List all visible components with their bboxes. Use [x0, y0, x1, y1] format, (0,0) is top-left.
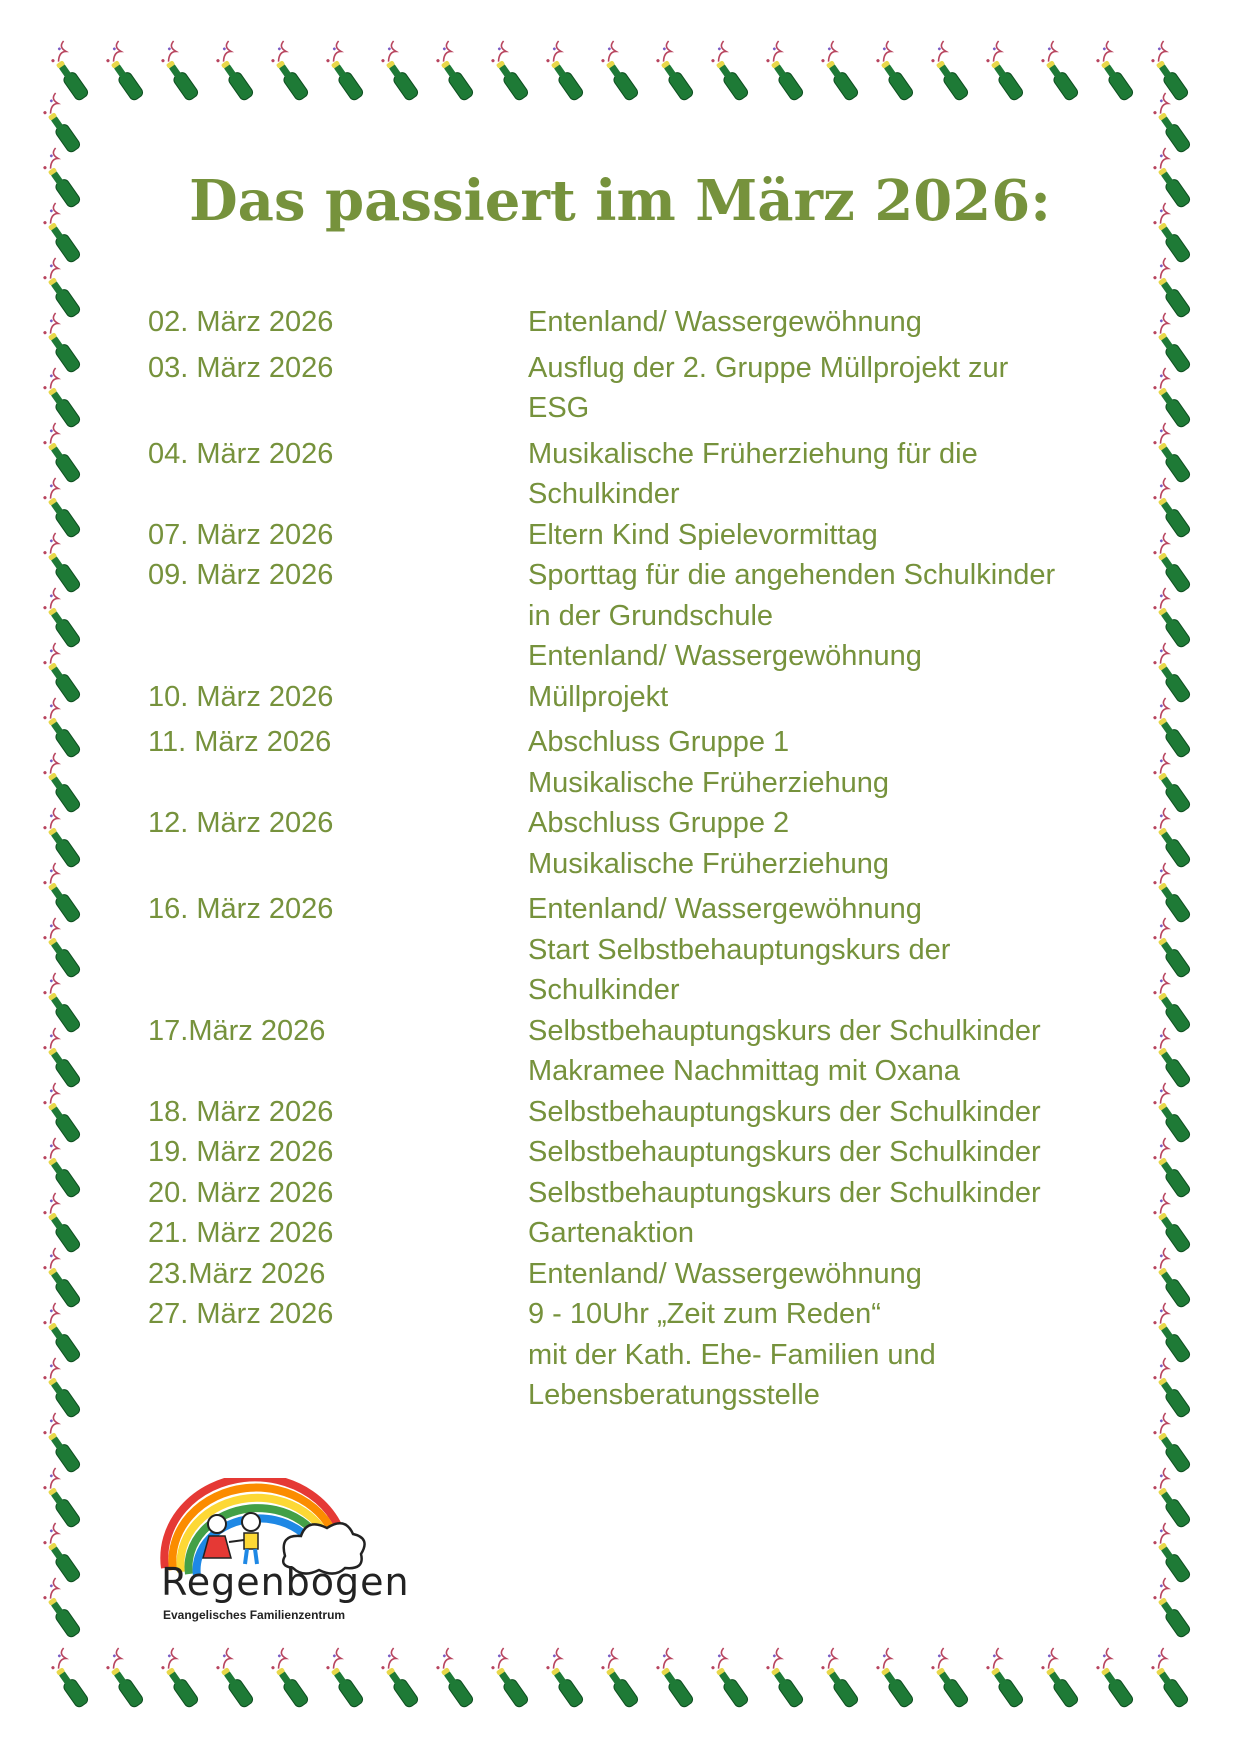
champagne-bottle-icon [485, 41, 537, 102]
event-description: Müllprojekt [528, 680, 669, 713]
event-description: Sporttag für die angehenden Schulkinder [528, 559, 1056, 591]
champagne-bottle-icon [37, 1303, 89, 1364]
champagne-bottle-icon [1147, 423, 1199, 484]
champagne-bottle-icon [1147, 1138, 1199, 1199]
champagne-bottle-icon [870, 41, 922, 102]
champagne-bottle-icon [540, 1648, 592, 1709]
champagne-bottle-icon [1035, 1648, 1087, 1709]
champagne-bottle-icon [265, 1648, 317, 1709]
champagne-bottle-icon [1147, 1248, 1199, 1309]
champagne-bottle-icon [37, 1578, 89, 1639]
champagne-bottle-icon [1147, 588, 1199, 649]
champagne-bottle-icon [980, 1648, 1032, 1709]
champagne-bottle-icon [870, 1648, 922, 1709]
champagne-bottle-icon [705, 41, 757, 102]
champagne-bottle-icon [37, 1523, 89, 1584]
champagne-bottle-icon [1147, 643, 1199, 704]
champagne-bottle-icon [45, 1648, 97, 1709]
champagne-bottle-icon [37, 258, 89, 319]
event-date: 04. März 2026 [148, 437, 334, 470]
champagne-bottle-icon [320, 1648, 372, 1709]
champagne-bottle-icon [1147, 1193, 1199, 1254]
champagne-bottle-icon [1147, 863, 1199, 924]
champagne-bottle-icon [37, 643, 89, 704]
event-date: 17.März 2026 [148, 1014, 326, 1047]
champagne-bottle-icon [37, 1248, 89, 1309]
champagne-bottle-icon [45, 41, 97, 102]
champagne-bottle-icon [37, 1138, 89, 1199]
champagne-bottle-icon [1147, 1358, 1199, 1419]
champagne-bottle-icon [37, 1193, 89, 1254]
event-date: 18. März 2026 [148, 1095, 334, 1128]
event-date: 20. März 2026 [148, 1176, 334, 1209]
champagne-bottle-icon [430, 41, 482, 102]
champagne-bottle-icon [37, 973, 89, 1034]
logo-subtitle: Evangelisches Familienzentrum [163, 1608, 346, 1622]
event-date: 12. März 2026 [148, 807, 334, 839]
champagne-bottle-icon [485, 1648, 537, 1709]
champagne-bottle-icon [815, 41, 867, 102]
champagne-bottle-icon [37, 1358, 89, 1419]
champagne-bottle-icon [37, 1413, 89, 1474]
event-description: ESG [528, 392, 590, 424]
logo-wordmark: Regenbogen [161, 1560, 410, 1604]
event-description: Makramee Nachmittag mit Oxana [528, 1055, 960, 1087]
event-description: Eltern Kind Spielevormittag [528, 518, 878, 551]
event-description: Selbstbehauptungskurs der Schulkinder [528, 1014, 1041, 1047]
event-description: Musikalische Früherziehung für die [528, 437, 978, 470]
page-title: Das passiert im März 2026: [189, 168, 1051, 234]
champagne-bottle-icon [100, 41, 152, 102]
champagne-bottle-icon [37, 423, 89, 484]
champagne-bottle-icon [1147, 478, 1199, 539]
champagne-bottle-icon [1090, 41, 1142, 102]
champagne-bottle-icon [37, 478, 89, 539]
event-date: 16. März 2026 [148, 893, 334, 925]
event-description: in der Grundschule [528, 599, 774, 632]
champagne-bottle-icon [37, 863, 89, 924]
champagne-bottle-icon [1147, 533, 1199, 594]
champagne-bottle-icon [1147, 973, 1199, 1034]
event-description: Musikalische Früherziehung [528, 766, 890, 799]
champagne-bottle-icon [430, 1648, 482, 1709]
champagne-bottle-icon [37, 698, 89, 759]
regenbogen-logo [155, 1478, 410, 1628]
champagne-bottle-icon [37, 588, 89, 649]
event-description: Entenland/ Wassergewöhnung [528, 640, 922, 672]
event-description: Gartenaktion [528, 1217, 695, 1249]
champagne-bottle-icon [1147, 698, 1199, 759]
champagne-bottle-icon [1147, 1083, 1199, 1144]
champagne-bottle-icon [1147, 1523, 1199, 1584]
champagne-bottle-icon [37, 1083, 89, 1144]
champagne-bottle-icon [760, 41, 812, 102]
champagne-bottle-icon [375, 41, 427, 102]
champagne-bottle-icon [37, 313, 89, 374]
champagne-bottle-icon [1147, 313, 1199, 374]
champagne-bottle-icon [1145, 1648, 1197, 1709]
champagne-bottle-icon [815, 1648, 867, 1709]
champagne-bottle-icon [1147, 1303, 1199, 1364]
event-date: 27. März 2026 [148, 1298, 334, 1330]
champagne-bottle-icon [37, 1468, 89, 1529]
champagne-bottle-icon [595, 1648, 647, 1709]
champagne-bottle-icon [925, 1648, 977, 1709]
champagne-bottle-icon [705, 1648, 757, 1709]
champagne-bottle-icon [210, 41, 262, 102]
champagne-bottle-icon [1147, 808, 1199, 869]
champagne-bottle-icon [1147, 1028, 1199, 1089]
champagne-bottle-icon [1035, 41, 1087, 102]
champagne-bottle-icon [1090, 1648, 1142, 1709]
champagne-bottle-icon [37, 1028, 89, 1089]
event-date: 07. März 2026 [148, 518, 334, 551]
event-description: 9 - 10Uhr „Zeit zum Reden“ [528, 1298, 881, 1330]
event-description: Entenland/ Wassergewöhnung [528, 893, 922, 925]
event-date: 09. März 2026 [148, 559, 334, 591]
event-description: Start Selbstbehauptungskurs der [528, 933, 951, 966]
event-date: 02. März 2026 [148, 306, 334, 338]
champagne-bottle-icon [100, 1648, 152, 1709]
champagne-bottle-icon [37, 368, 89, 429]
event-description: Entenland/ Wassergewöhnung [528, 1257, 922, 1290]
champagne-bottle-icon [37, 918, 89, 979]
champagne-bottle-icon [650, 41, 702, 102]
event-date: 11. März 2026 [148, 726, 332, 758]
event-description: Abschluss Gruppe 1 [528, 726, 790, 758]
event-description: Ausflug der 2. Gruppe Müllprojekt zur [528, 351, 1009, 384]
champagne-bottle-icon [155, 1648, 207, 1709]
champagne-bottle-icon [37, 808, 89, 869]
event-description: Entenland/ Wassergewöhnung [528, 306, 922, 338]
champagne-bottle-icon [650, 1648, 702, 1709]
event-description: Lebensberatungsstelle [528, 1379, 820, 1411]
champagne-bottle-icon [760, 1648, 812, 1709]
champagne-bottle-icon [980, 41, 1032, 102]
champagne-bottle-icon [210, 1648, 262, 1709]
champagne-bottle-icon [1147, 1578, 1199, 1639]
event-description: Schulkinder [528, 974, 680, 1006]
event-description: Musikalische Früherziehung [528, 847, 890, 880]
champagne-bottle-icon [1147, 753, 1199, 814]
event-description: Selbstbehauptungskurs der Schulkinder [528, 1136, 1041, 1168]
event-date: 10. März 2026 [148, 680, 334, 713]
champagne-bottle-icon [1147, 1413, 1199, 1474]
event-description: Selbstbehauptungskurs der Schulkinder [528, 1176, 1041, 1209]
event-description: Selbstbehauptungskurs der Schulkinder [528, 1095, 1041, 1128]
champagne-bottle-icon [37, 93, 89, 154]
champagne-bottle-icon [1147, 1468, 1199, 1529]
event-description: mit der Kath. Ehe- Familien und [528, 1338, 936, 1371]
champagne-bottle-icon [1145, 41, 1197, 102]
champagne-bottle-icon [265, 41, 317, 102]
champagne-bottle-icon [1147, 368, 1199, 429]
champagne-bottle-icon [1147, 918, 1199, 979]
event-description: Schulkinder [528, 478, 680, 510]
event-description: Abschluss Gruppe 2 [528, 807, 790, 839]
champagne-bottle-icon [155, 41, 207, 102]
champagne-bottle-icon [1147, 258, 1199, 319]
champagne-bottle-icon [925, 41, 977, 102]
event-date: 23.März 2026 [148, 1257, 326, 1290]
champagne-bottle-icon [320, 41, 372, 102]
champagne-bottle-icon [37, 533, 89, 594]
champagne-bottle-icon [37, 753, 89, 814]
event-date: 21. März 2026 [148, 1217, 334, 1249]
event-date: 19. März 2026 [148, 1136, 334, 1168]
event-date: 03. März 2026 [148, 351, 334, 384]
champagne-bottle-icon [1147, 93, 1199, 154]
champagne-bottle-icon [540, 41, 592, 102]
champagne-bottle-icon [595, 41, 647, 102]
champagne-bottle-icon [375, 1648, 427, 1709]
